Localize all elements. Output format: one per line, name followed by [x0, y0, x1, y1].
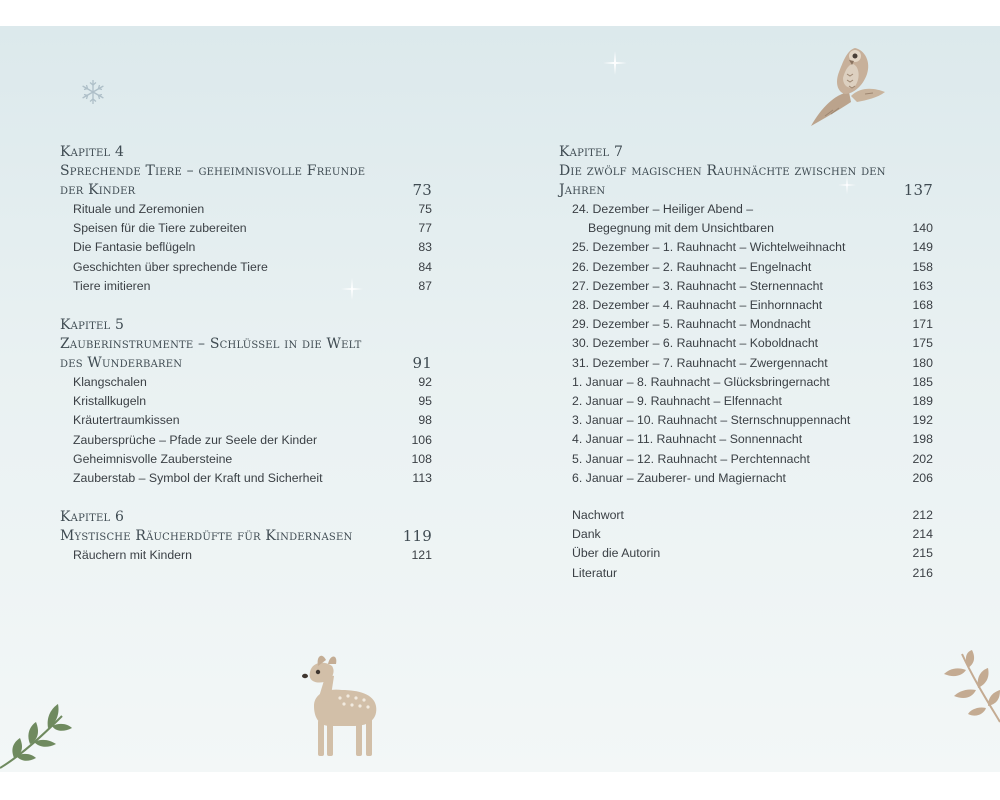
- entry-title: 1. Januar – 8. Rauhnacht – Glücksbringernacht: [572, 374, 830, 389]
- entry-title: 6. Januar – Zauberer- und Magiernacht: [572, 470, 786, 485]
- page-number: 75: [418, 202, 432, 216]
- toc-entry[interactable]: [559, 238, 933, 257]
- page-number: 91: [412, 354, 432, 373]
- toc-entry[interactable]: [559, 315, 933, 334]
- page-number: 185: [912, 374, 933, 389]
- entry-title: 27. Dezember – 3. Rauhnacht – Sternennacht: [572, 278, 823, 293]
- page-number: 92: [418, 375, 432, 390]
- toc-entry[interactable]: [559, 200, 933, 219]
- page-number: 180: [912, 355, 933, 370]
- toc-entry[interactable]: [559, 373, 933, 392]
- entry-title: Kristallkugeln: [73, 394, 147, 409]
- page-number: 106: [411, 432, 432, 447]
- page-number: 84: [418, 259, 432, 274]
- chapter-6: [60, 508, 432, 565]
- chapter-title-line: Mystische Räucherdüfte für Kindernasen: [60, 528, 353, 545]
- entry-title: 3. Januar – 10. Rauhnacht – Sternschnuppennacht: [572, 413, 851, 428]
- chapter-title-line: Zauberinstrumente – Schlüssel in die Welt: [60, 336, 362, 353]
- chapter-title-line: Sprechende Tiere – geheimnisvolle Freunde: [60, 163, 366, 179]
- page-number: 95: [418, 394, 432, 409]
- toc-entry[interactable]: [60, 411, 432, 430]
- chapter-title-line: des Wunderbaren: [60, 355, 183, 372]
- chapter-title[interactable]: [559, 162, 933, 200]
- page-number: 212: [912, 508, 933, 523]
- page-number: 73: [412, 181, 432, 199]
- chapter-title-line: der Kinder: [60, 182, 136, 198]
- page-number: 77: [418, 221, 432, 236]
- page-number: 83: [418, 240, 432, 255]
- chapter-label: Kapitel 5: [60, 317, 125, 334]
- page-number: 189: [912, 394, 933, 409]
- toc-entry[interactable]: [559, 564, 933, 583]
- chapter-label: Kapitel 7: [559, 144, 624, 160]
- page-number: 206: [912, 470, 933, 485]
- page-number: 108: [411, 451, 432, 466]
- page-number: 192: [912, 413, 933, 428]
- chapter-title[interactable]: [60, 335, 432, 354]
- toc-entry[interactable]: [60, 373, 432, 392]
- chapter-title[interactable]: [60, 162, 432, 181]
- entry-title: 28. Dezember – 4. Rauhnacht – Einhornnacht: [572, 298, 823, 313]
- chapter-4: [60, 143, 432, 296]
- entry-title: Speisen für die Tiere zubereiten: [73, 221, 247, 236]
- entry-title: Über die Autorin: [572, 546, 661, 561]
- chapter-title[interactable]: [60, 181, 432, 200]
- entry-title: Rituale und Zeremonien: [73, 202, 205, 216]
- entry-title: Geheimnisvolle Zaubersteine: [73, 451, 233, 466]
- entry-title: Tiere imitieren: [73, 278, 151, 293]
- entry-title: Zaubersprüche – Pfade zur Seele der Kinder: [73, 432, 318, 447]
- toc-entry[interactable]: [60, 450, 432, 469]
- entry-title: Begegnung mit dem Unsichtbaren: [588, 221, 774, 236]
- toc-entry[interactable]: [559, 506, 933, 525]
- entry-title: Literatur: [572, 565, 618, 580]
- entry-title: 4. Januar – 11. Rauhnacht – Sonnennacht: [572, 432, 803, 447]
- entry-title: Räuchern mit Kindern: [73, 548, 192, 563]
- toc-entry[interactable]: [559, 334, 933, 353]
- page-number: 121: [411, 548, 432, 563]
- entry-title: 5. Januar – 12. Rauhnacht – Perchtennacht: [572, 451, 810, 466]
- page-number: 202: [912, 451, 933, 466]
- toc-entry[interactable]: [60, 277, 432, 296]
- chapter-title[interactable]: [60, 354, 432, 373]
- toc-entry[interactable]: [559, 219, 933, 238]
- entry-title: 2. Januar – 9. Rauhnacht – Elfennacht: [572, 394, 782, 409]
- page-number: 140: [912, 221, 933, 236]
- page-number: 137: [903, 181, 933, 199]
- toc-entry[interactable]: [559, 296, 933, 315]
- toc-entry[interactable]: [60, 219, 432, 238]
- entry-title: Zauberstab – Symbol der Kraft und Sicherheit: [73, 471, 323, 486]
- page-number: 171: [912, 317, 933, 332]
- chapter-label: Kapitel 6: [60, 509, 125, 526]
- toc-entry[interactable]: [60, 258, 432, 277]
- toc-entry[interactable]: [559, 411, 933, 430]
- toc-entry[interactable]: [559, 354, 933, 373]
- entry-title: Klangschalen: [73, 375, 147, 390]
- page-number: 175: [912, 336, 933, 351]
- leaf-branch-right: [938, 650, 1000, 726]
- entry-title: Kräutertraumkissen: [73, 413, 180, 428]
- toc-entry[interactable]: [60, 469, 432, 488]
- toc-entry[interactable]: [559, 430, 933, 449]
- page-number: 215: [912, 546, 933, 561]
- toc-right-column: [559, 143, 933, 583]
- toc-entry[interactable]: [559, 450, 933, 469]
- owl-illustration: [805, 42, 887, 128]
- snowflake-icon: [80, 79, 106, 105]
- page-number: 198: [912, 432, 933, 447]
- entry-title: 24. Dezember – Heiliger Abend –: [572, 202, 754, 216]
- toc-entry[interactable]: [60, 238, 432, 257]
- entry-title: 29. Dezember – 5. Rauhnacht – Mondnacht: [572, 317, 811, 332]
- toc-entry[interactable]: [559, 469, 933, 488]
- entry-title: Die Fantasie beflügeln: [73, 240, 196, 255]
- toc-left-column: [60, 143, 432, 565]
- entry-title: 26. Dezember – 2. Rauhnacht – Engelnacht: [572, 259, 812, 274]
- toc-entry[interactable]: [559, 544, 933, 563]
- chapter-title-line: Die zwölf magischen Rauhnächte zwischen den Jahren: [559, 163, 886, 198]
- page-number: 98: [418, 413, 432, 428]
- page-number: 158: [912, 259, 933, 274]
- page-number: 216: [912, 565, 933, 580]
- sparkle-icon: [603, 51, 627, 75]
- entry-title: 25. Dezember – 1. Rauhnacht – Wichtelweihnacht: [572, 240, 846, 255]
- page-number: 149: [912, 240, 933, 255]
- chapter-title[interactable]: [60, 527, 432, 546]
- deer-illustration: [296, 654, 382, 758]
- page-number: 168: [912, 298, 933, 313]
- entry-title: 30. Dezember – 6. Rauhnacht – Koboldnacht: [572, 336, 819, 351]
- entry-title: Geschichten über sprechende Tiere: [73, 259, 268, 274]
- toc-entry[interactable]: [60, 431, 432, 450]
- page-number: 119: [402, 527, 432, 546]
- toc-spread: [0, 26, 1000, 772]
- entry-title: Nachwort: [572, 508, 624, 523]
- page-number: 113: [412, 471, 432, 486]
- toc-entry[interactable]: [559, 525, 933, 544]
- chapter-label: Kapitel 4: [60, 144, 125, 160]
- toc-entry[interactable]: [60, 392, 432, 411]
- toc-entry[interactable]: [60, 200, 432, 219]
- page-number: 87: [418, 278, 432, 293]
- toc-entry[interactable]: [559, 258, 933, 277]
- toc-entry[interactable]: [60, 546, 432, 565]
- page-number: 163: [912, 278, 933, 293]
- entry-title: 31. Dezember – 7. Rauhnacht – Zwergennacht: [572, 355, 828, 370]
- leaf-branch-left: [0, 702, 72, 772]
- page-number: 214: [912, 527, 933, 542]
- toc-entry[interactable]: [559, 392, 933, 411]
- chapter-5: [60, 316, 432, 488]
- toc-entry[interactable]: [559, 277, 933, 296]
- entry-title: Dank: [572, 527, 601, 542]
